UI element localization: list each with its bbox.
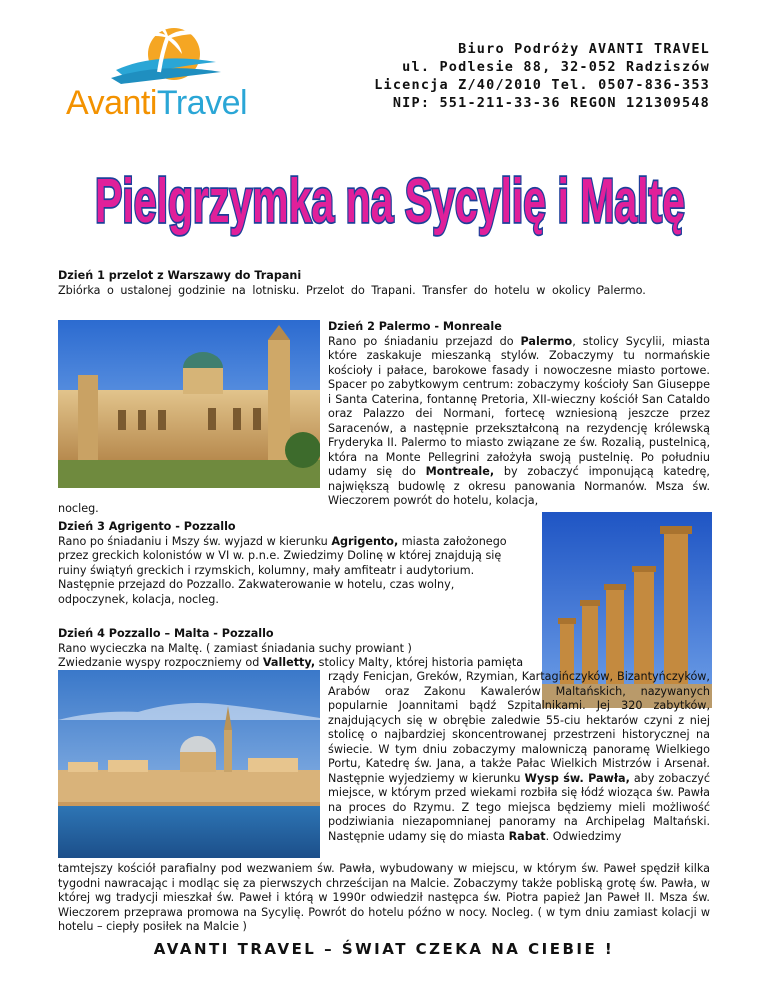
day2-heading: Dzień 2 Palermo - Monreale [328, 320, 502, 333]
place-montreale: Montreale, [425, 465, 495, 478]
day4-text: rządy Fenicjan, Greków, Rzymian, Kartagińczyków, Bizantyńczyków, Arabów oraz Zakonu Kawalerów Maltańskich, nazywanych popularnie Joannitami bądź Szpitalnikami. Jej 320 zabytków, znajdujących się w obrębie zaledwie 55-ciu hektarów czyni z niej stolicę o najbardziej skoncentrowanej przestrzeni historycznej na świecie. W tym dniu zobaczymy malowniczą panoramę Wielkiego Portu, Katedrę św. Jana, a także Pałac Wielkich Mistrzów i Arsenał. Następnie wyjedziemy w kierunku Wysp św. Pawła, aby zobaczyć miejsce, w którym przed wiekami rozbiła się łódź wioząca św. Pawła na proces do Rzymu. Z tego miejsca będziemy mieli możliwość podziwiania niezapomnianej panoramy na Archipelag Maltański. Następnie udamy się do miasta Rabat. Odwiedzimy [328, 670, 710, 843]
logo-wordmark [66, 84, 247, 123]
company-info [374, 40, 710, 112]
palermo-cathedral-photo [58, 320, 320, 488]
place-rabat: Rabat [508, 829, 546, 843]
day1-section [58, 269, 710, 298]
logo-word-travel: Travel [156, 84, 248, 122]
day4-line1: Rano wycieczka na Maltę. ( zamiast śniadania suchy prowiant ) [58, 641, 412, 655]
day3-heading: Dzień 3 Agrigento - Pozzallo [58, 520, 236, 533]
day1-text: Zbiórka o ustalonej godzinie na lotnisku. Przelot do Trapani. Transfer do hotelu w okolicy Palermo. [58, 283, 646, 297]
company-name: Biuro Podróży AVANTI TRAVEL [458, 41, 710, 57]
place-agrigento: Agrigento, [331, 534, 399, 548]
day4-line2: Zwiedzanie wyspy rozpoczniemy od Valletty, stolicy Malty, której historia pamięta [58, 656, 524, 669]
company-license-phone: Licencja Z/40/2010 Tel. 0507-836-353 [374, 77, 710, 93]
day2-section [328, 320, 710, 509]
day4-text-end: tamtejszy kościół parafialny pod wezwaniem św. Pawła, wybudowany w miejscu, w którym św. Paweł spędził kilka tygodni nawracając i modląc się za pierwszych chrześcijan na Malcie. Zobaczymy także pobliską grotę św. Pawła, w której wg tradycji mieszkał św. Paweł i którą w 1990r odwiedził następca św. Piotra papież Jan Paweł II. Msza św. Wieczorem przeprawa promowa na Sycylię. Powrót do hotelu późno w nocy. Nocleg. ( w tym dniu zamiast kolacji w hotelu – ciepły posiłek na Malcie ) [58, 862, 710, 933]
valletta-panorama-photo [58, 670, 320, 858]
company-address: ul. Podlesie 88, 32-052 Radziszów [402, 59, 710, 75]
company-tax-ids: NIP: 551-211-33-36 REGON 121309548 [392, 95, 710, 111]
palm-sun-icon [56, 22, 266, 86]
day3-text: Rano po śniadaniu i Mszy św. wyjazd w kierunku Agrigento, miasta założonego przez greckich kolonistów w VI w. p.n.e. Zwiedzimy Dolinę w której znajdują się ruiny świątyń greckich i rzymskich, kolumny, mały amfiteatr i audytorium. Następnie przejazd do Pozzallo. Zakwaterowanie w hotelu, czas wolny, odpoczynek, kolacja, nocleg. [58, 534, 507, 606]
day3-section [58, 520, 528, 607]
day4-section [58, 627, 548, 671]
day2-text: Rano po śniadaniu przejazd do Palermo, stolicy Sycylii, miasta które zaskakuje mieszanką stylów. Zobaczymy tu normańskie kościoły i pałace, barokowe fasady i nowoczesne miasto portowe. Spacer po zabytkowym centrum: zobaczymy kościoły San Giuseppe i Santa Caterina, fontannę Pretoria, XII-wieczny kościół San Cataldo oraz Palazzo dei Normani, fortecę wzniesioną jeszcze przez Saracenów, a następnie przekształconą na rezydencję królewską Fryderyka II. Palermo to miasto związane ze św. Rozalią, pustelnicą, która na Monte Pellegrini założyła swoją pustelnię. Po południu udamy się do Montreale, by zobaczyć imponującą katedrę, największą budowlę z okresu panowania Normanów. Msza św. Wieczorem powrót do hotelu, kolacja, [328, 334, 710, 507]
place-palermo: Palermo [520, 334, 573, 348]
avanti-travel-logo [56, 22, 266, 122]
footer-slogan: AVANTI TRAVEL – ŚWIAT CZEKA NA CIEBIE ! [153, 940, 615, 958]
place-st-paul-islands: Wysp św. Pawła, [524, 771, 630, 785]
day1-heading: Dzień 1 przelot z Warszawy do Trapani [58, 269, 302, 282]
day2-text-end: nocleg. [58, 502, 99, 515]
day4-heading: Dzień 4 Pozzallo – Malta - Pozzallo [58, 627, 274, 640]
logo-word-avanti: Avanti [66, 84, 157, 122]
place-valletta: Valletty, [262, 656, 316, 669]
page-title [90, 150, 690, 240]
title-text: Pielgrzymka na Sycylię i Maltę [95, 167, 685, 236]
